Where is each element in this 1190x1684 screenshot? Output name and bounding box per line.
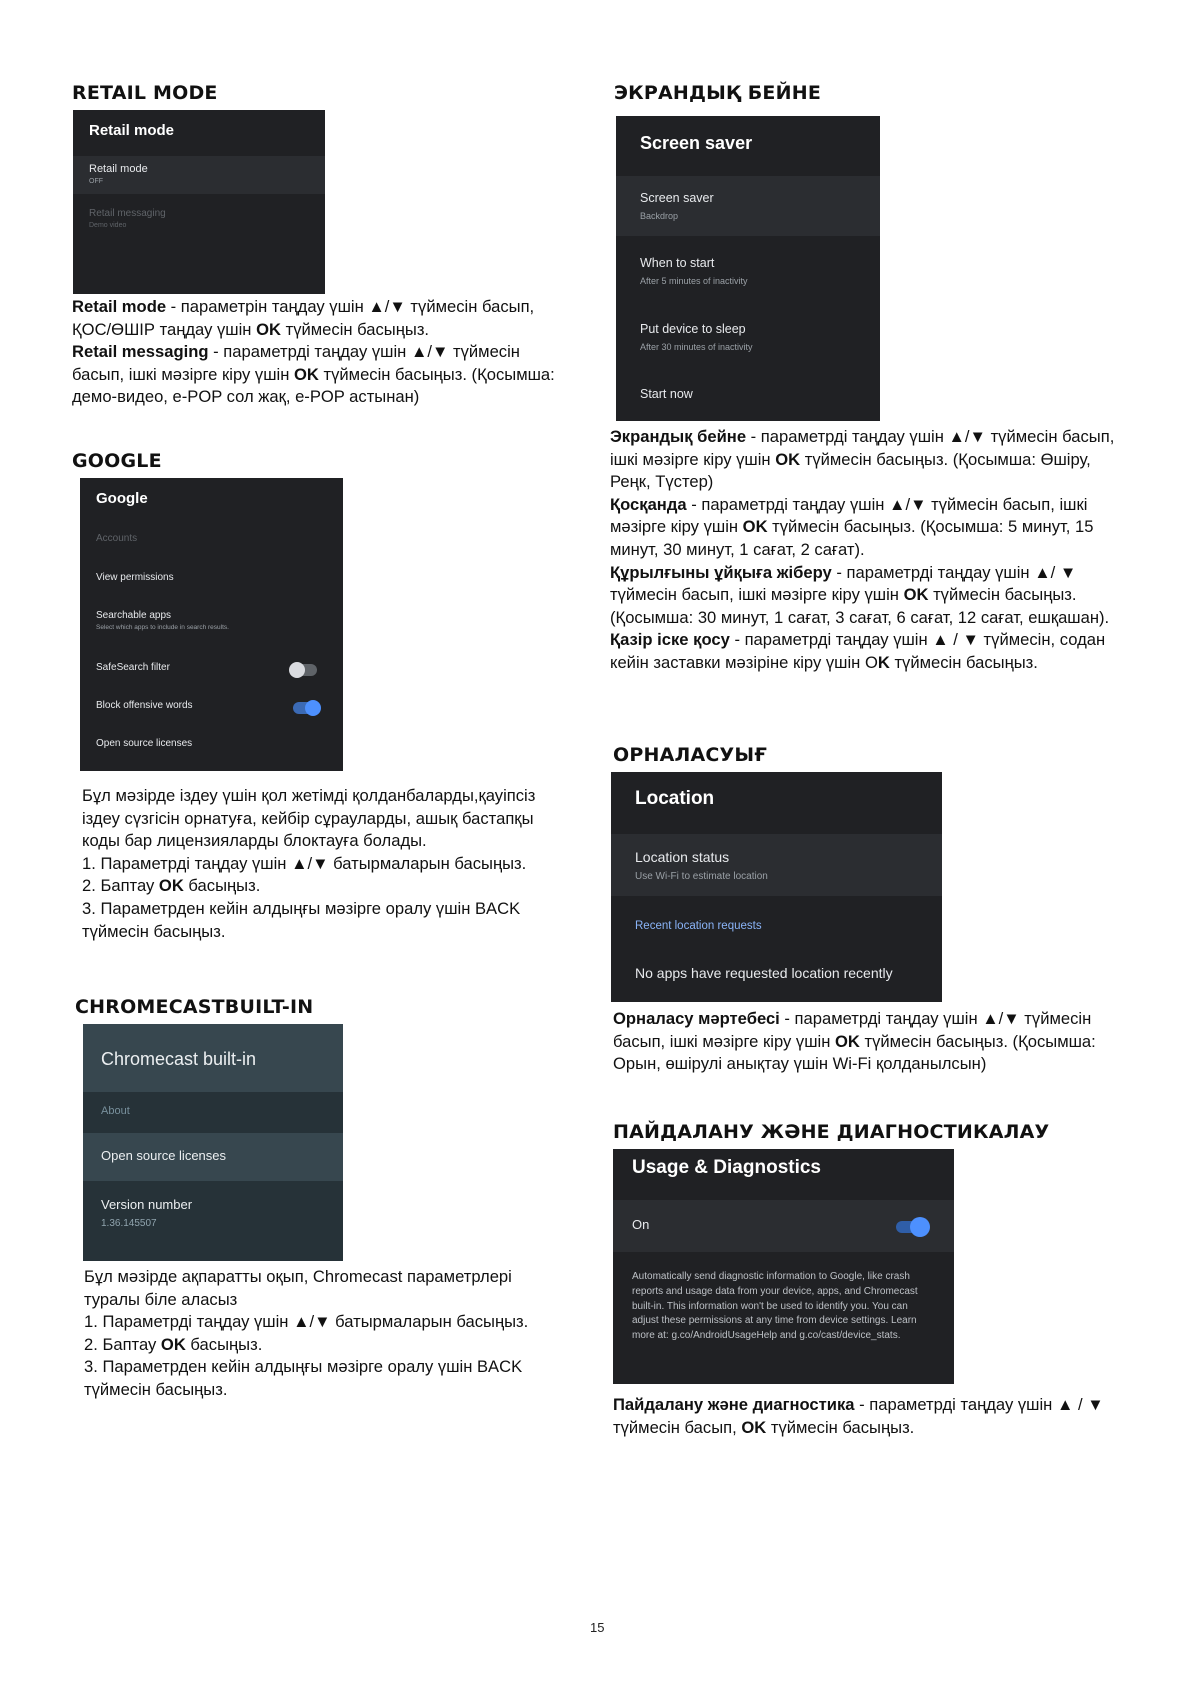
screensaver-p3-ok: OK xyxy=(903,585,929,605)
chromecast-body: Бұл мәзірде ақпаратты оқып, Chromecast параметрлері туралы біле аласыз xyxy=(84,1267,512,1309)
screensaver-p1-end: түймесін басыңыз. (Қосымша: Өшіру, Реңк, Түстер) xyxy=(610,449,1091,492)
searchable-apps-sub: Select which apps to include in search results. xyxy=(96,624,229,631)
screensaver-p4-k: K xyxy=(877,652,890,672)
when-to-start-item[interactable]: When to start xyxy=(640,256,715,270)
retail-shot-title: Retail mode xyxy=(89,122,175,139)
screensaver-p4-bold: Қазір іске қосу xyxy=(610,630,730,650)
location-shot-title: Location xyxy=(635,788,715,809)
google-settings-screenshot xyxy=(80,478,343,771)
page-number: 15 xyxy=(590,1620,605,1635)
chromecast-shot-title: Chromecast built-in xyxy=(101,1049,257,1069)
screensaver-heading: ЭКРАНДЫҚ БЕЙНЕ xyxy=(614,82,821,104)
version-number-value: 1.36.145507 xyxy=(101,1218,157,1229)
usage-p1-ok: OK xyxy=(741,1417,767,1437)
screensaver-p2-text: - параметрді таңдау үшін ▲/▼ түймесін басып, ішкі мәзірге кіру үшін xyxy=(610,494,1088,537)
google-step2-ok: OK xyxy=(158,876,184,896)
version-number-label: Version number xyxy=(101,1197,193,1212)
chromecast-description xyxy=(84,1266,554,1402)
screensaver-screenshot xyxy=(616,116,880,421)
usage-text xyxy=(613,1394,1113,1439)
screensaver-shot-title: Screen saver xyxy=(640,133,753,153)
usage-p1-end: түймесін басыңыз. xyxy=(766,1417,915,1437)
screensaver-item[interactable] xyxy=(616,176,880,236)
usage-on-label: On xyxy=(632,1217,650,1232)
location-p1-ok: OK xyxy=(835,1031,860,1051)
usage-screenshot xyxy=(613,1149,954,1384)
screensaver-p2-bold: Қосқанда xyxy=(610,494,687,514)
google-body: Бұл мәзірде іздеу үшін қол жетімді қолданбаларды,қауіпсіз іздеу сүзгісін орнатуға, кейбір сұрауларды, ашық бастапқы коды бар лицензияларды блоктауға болады. xyxy=(82,786,536,851)
retail-p2-end: түймесін басыңыз. (Қосымша: демо-видео, e-POP сол жақ, e-POP астынан) xyxy=(72,364,555,407)
screensaver-p1-ok: OK xyxy=(775,449,801,469)
retail-description xyxy=(72,296,562,409)
block-offensive-item[interactable]: Block offensive words xyxy=(96,700,193,711)
chromecast-header xyxy=(83,1024,343,1092)
searchable-apps-item[interactable]: Searchable apps xyxy=(96,610,172,621)
location-status-title: Location status xyxy=(635,849,730,865)
location-p1-end: түймесін басыңыз. (Қосымша: Орын, өшірулі анықтау үшін Wi-Fi қолданылсын) xyxy=(613,1031,1096,1074)
google-step2: 2. Баптау xyxy=(82,876,159,896)
screensaver-p3-bold: Құрылғыны ұйқыға жіберу xyxy=(610,562,832,582)
retail-p1-text: - параметрін таңдау үшін ▲/▼ түймесін басып, ҚОС/ӨШІР таңдау үшін xyxy=(72,297,535,339)
usage-heading: ПАЙДАЛАНУ ЖӘНЕ ДИАГНОСТИКАЛАУ xyxy=(613,1121,1050,1143)
screensaver-p1-text: - параметрді таңдау үшін ▲/▼ түймесін басып, ішкі мәзірге кіру үшін xyxy=(610,427,1115,469)
retail-p1-bold: Retail mode xyxy=(72,297,167,316)
view-permissions-item[interactable]: View permissions xyxy=(96,572,174,583)
safesearch-toggle-knob xyxy=(289,662,305,678)
location-status-item[interactable] xyxy=(611,834,942,896)
google-heading: GOOGLE xyxy=(72,450,162,472)
retail-messaging-value: Demo video xyxy=(89,222,127,229)
when-to-start-value: After 5 minutes of inactivity xyxy=(640,276,748,286)
usage-on-item[interactable] xyxy=(613,1200,954,1252)
retail-p1-ok: OK xyxy=(256,319,281,339)
chromecast-about-label: About xyxy=(101,1105,130,1117)
retail-messaging-item[interactable] xyxy=(73,202,325,236)
google-step3: 3. Параметрден кейін алдыңғы мәзірге оралу үшін BACK түймесін басыңыз. xyxy=(82,898,521,941)
chromecast-step2-end: басыңыз. xyxy=(185,1334,263,1354)
usage-description: Automatically send diagnostic information to Google, like crash reports and usage data from your device, apps, and Chromecast built-in. This information won't be used to identify you. You can adjust these permissions at any time from device settings. Learn more at: g.co/AndroidUsageHelp and g.co/cast/device_stats. xyxy=(632,1271,918,1342)
screensaver-p4-text: - параметрді таңдау үшін ▲ / ▼ түймесін, содан кейін заставки мәзіріне кіру үшін O xyxy=(610,630,1106,672)
screensaver-item-title: Screen saver xyxy=(640,191,714,205)
retail-mode-item[interactable] xyxy=(73,156,325,194)
chromecast-step2: 2. Баптау xyxy=(84,1334,161,1354)
safesearch-toggle[interactable] xyxy=(291,664,317,676)
usage-toggle-knob xyxy=(910,1217,930,1237)
screensaver-p4-end: түймесін басыңыз. xyxy=(889,652,1038,672)
usage-shot-title: Usage & Diagnostics xyxy=(632,1157,821,1178)
chromecast-licenses-label: Open source licenses xyxy=(101,1148,227,1163)
location-p1-bold: Орналасу мәртебесі xyxy=(613,1009,780,1028)
google-step1: 1. Параметрді таңдау үшін ▲/▼ батырмаларын басыңыз. xyxy=(82,853,527,873)
usage-p1-bold: Пайдалану және диагностика xyxy=(613,1395,855,1414)
retail-p2-ok: OK xyxy=(294,364,319,384)
retail-heading: RETAIL MODE xyxy=(72,82,218,104)
google-description xyxy=(82,785,552,943)
screensaver-p1-bold: Экрандық бейне xyxy=(610,427,747,446)
google-shot-title: Google xyxy=(96,490,148,507)
location-heading: ОРНАЛАСУЫҒ xyxy=(613,744,768,766)
chromecast-licenses-item[interactable] xyxy=(83,1133,343,1181)
retail-p1-end: түймесін басыңыз. xyxy=(280,319,430,339)
location-p1-text: - параметрді таңдау үшін ▲/▼ түймесін басып, ішкі мәзірге кіру үшін xyxy=(613,1009,1092,1051)
screensaver-p3-end: түймесін басыңыз. (Қосымша: 30 минут, 1 сағат, 3 сағат, 6 сағат, 12 сағат, ешқашан). xyxy=(610,585,1110,627)
usage-p1-text: - параметрді таңдау үшін ▲ / ▼ түймесін басып, xyxy=(613,1395,1104,1437)
retail-mode-item-title: Retail mode xyxy=(89,163,148,175)
chromecast-step1: 1. Параметрді таңдау үшін ▲/▼ батырмаларын басыңыз. xyxy=(84,1312,529,1332)
recent-requests-label: Recent location requests xyxy=(635,920,762,932)
screensaver-item-value: Backdrop xyxy=(640,211,679,221)
retail-p2-bold: Retail messaging xyxy=(72,342,209,362)
chromecast-heading: CHROMECASTBUILT-IN xyxy=(75,996,314,1018)
retail-messaging-title: Retail messaging xyxy=(89,208,166,219)
sleep-item[interactable]: Put device to sleep xyxy=(640,322,746,336)
google-licenses-item[interactable]: Open source licenses xyxy=(96,738,193,749)
block-offensive-toggle[interactable] xyxy=(293,702,319,714)
chromecast-step2-ok: OK xyxy=(160,1334,186,1354)
screensaver-p3-text: - параметрді таңдау үшін ▲/ ▼ түймесін басып, ішкі мәзірге кіру үшін xyxy=(610,562,1077,605)
start-now-item[interactable]: Start now xyxy=(640,387,693,401)
no-apps-message: No apps have requested location recently xyxy=(635,965,893,981)
sleep-value: After 30 minutes of inactivity xyxy=(640,342,753,352)
block-offensive-toggle-knob xyxy=(305,700,321,716)
screensaver-p2-ok: OK xyxy=(742,517,768,537)
google-accounts-item[interactable]: Accounts xyxy=(96,533,138,544)
usage-toggle[interactable] xyxy=(896,1221,928,1233)
screensaver-description xyxy=(610,426,1125,675)
screensaver-p2-end: түймесін басыңыз. (Қосымша: 5 минут, 15 минут, 30 минут, 1 сағат, 2 сағат). xyxy=(610,517,1094,559)
location-description xyxy=(613,1008,1103,1076)
location-screenshot xyxy=(611,772,942,1002)
retail-p2-text: - параметрді таңдау үшін ▲/▼ түймесін басып, ішкі мәзірге кіру үшін xyxy=(72,342,520,384)
retail-mode-screenshot xyxy=(73,110,325,294)
safesearch-item[interactable]: SafeSearch filter xyxy=(96,662,170,673)
chromecast-step3: 3. Параметрден кейін алдыңғы мәзірге оралу үшін BACK түймесін басыңыз. xyxy=(84,1357,523,1399)
google-step2-end: басыңыз. xyxy=(183,876,261,896)
chromecast-screenshot xyxy=(83,1024,343,1261)
location-status-value: Use Wi-Fi to estimate location xyxy=(635,871,768,882)
retail-mode-item-value: OFF xyxy=(89,178,103,185)
